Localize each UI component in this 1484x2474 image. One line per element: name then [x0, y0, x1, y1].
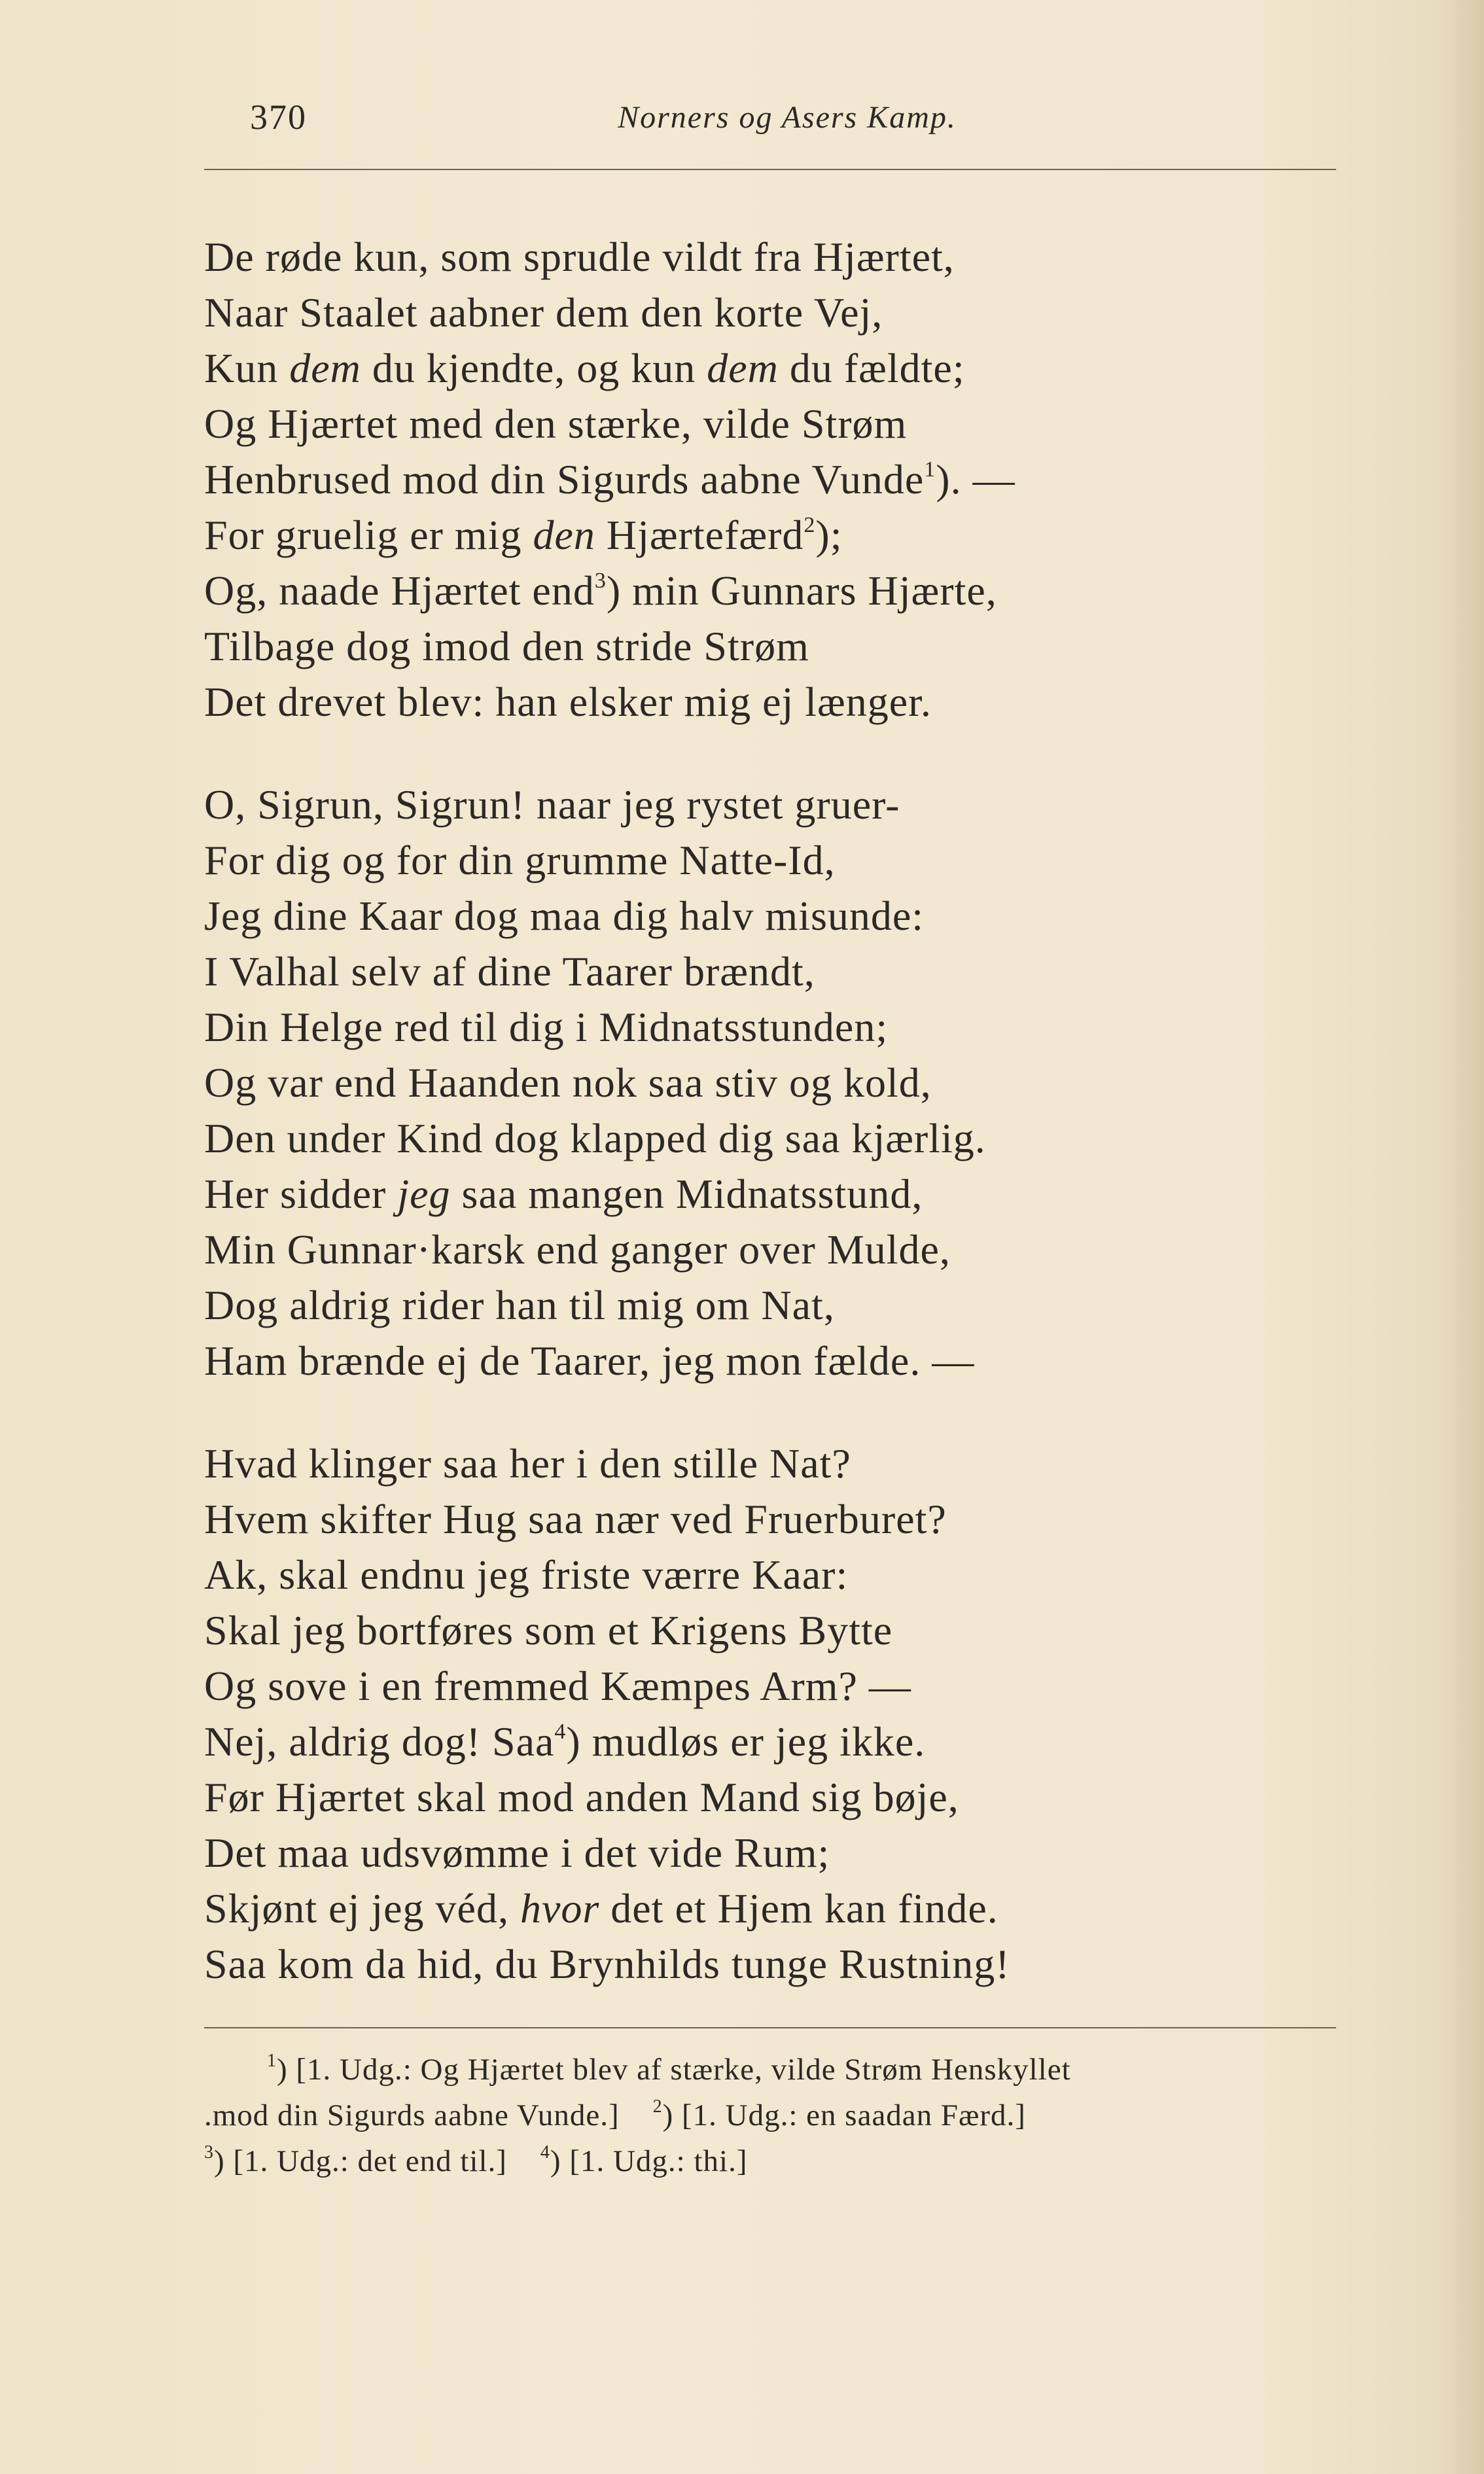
page-number: 370 [250, 97, 307, 137]
footnote-marker: 2 [804, 513, 816, 537]
running-title: Norners og Asers Kamp. [618, 100, 957, 135]
footnote-marker: 4 [554, 1720, 567, 1744]
footnote-marker: 4 [540, 2142, 550, 2163]
verse-line: Kun dem du kjendte, og kun dem du fældte; [204, 345, 965, 391]
verse-line: Din Helge red til dig i Midnatsstunden; [204, 1004, 889, 1050]
footnote-marker: 1 [267, 2051, 277, 2071]
emphasis: dem [289, 345, 361, 391]
verse-line: Jeg dine Kaar dog maa dig halv misunde: [204, 892, 925, 939]
verse-line: Saa kom da hid, du Brynhilds tunge Rustning! [204, 1941, 1010, 1987]
verse-line: Naar Staalet aabner dem den korte Vej, [204, 289, 883, 336]
page-header [204, 97, 1331, 143]
verse-line: Det drevet blev: han elsker mig ej længer. [204, 679, 932, 725]
stanza-3 [204, 1436, 1343, 1992]
verse-line: Henbrused mod din Sigurds aabne Vunde$^1$). — [204, 456, 1016, 503]
verse-line: Her sidder jeg saa mangen Midnatsstund, [204, 1171, 923, 1217]
poem-text [204, 229, 1343, 1992]
footnote-marker: 3 [594, 569, 607, 593]
verse-line: Min Gunnar·karsk end ganger over Mulde, [204, 1226, 951, 1273]
footnote-3-4: $^3$) [1. Udg.: det end til.] $^4$) [1. Udg.: thi.] [204, 2142, 748, 2178]
verse-line: Dog aldrig rider han til mig om Nat, [204, 1282, 835, 1328]
footnote-marker: 3 [204, 2142, 214, 2163]
verse-line: Og sove i en fremmed Kæmpes Arm? — [204, 1663, 911, 1709]
verse-line: Og Hjærtet med den stærke, vilde Strøm [204, 400, 908, 447]
verse-line: Skjønt ej jeg véd, hvor det et Hjem kan finde. [204, 1885, 998, 1932]
emphasis: hvor [520, 1885, 600, 1932]
verse-line: O, Sigrun, Sigrun! naar jeg rystet gruer- [204, 781, 900, 828]
verse-line: Nej, aldrig dog! Saa$^4$) mudløs er jeg ikke. [204, 1718, 926, 1765]
verse-line: Og, naade Hjærtet end$^3$) min Gunnars Hjærte, [204, 567, 997, 614]
stanza-1 [204, 229, 1343, 730]
footnote-1: $^1$) [1. Udg.: Og Hjærtet blev af stærke, vilde Strøm Henskyllet [267, 2051, 1071, 2087]
footnote-rule [204, 2027, 1336, 2028]
verse-line: Og var end Haanden nok saa stiv og kold, [204, 1059, 932, 1106]
verse-line: Hvem skifter Hug saa nær ved Fruerburet? [204, 1496, 947, 1542]
emphasis: jeg [397, 1171, 451, 1217]
footnote-1-cont: .mod din Sigurds aabne Vunde.] $^2$) [1. Udg.: en saadan Færd.] [204, 2096, 1026, 2132]
verse-line: Hvad klinger saa her i den stille Nat? [204, 1440, 851, 1487]
verse-line: Tilbage dog imod den stride Strøm [204, 623, 809, 669]
verse-line: For gruelig er mig den Hjærtefærd$^2$); [204, 512, 843, 558]
verse-line: Skal jeg bortføres som et Krigens Bytte [204, 1607, 893, 1653]
stanza-2 [204, 777, 1343, 1388]
emphasis: dem [707, 345, 779, 391]
verse-line: Ak, skal endnu jeg friste værre Kaar: [204, 1551, 849, 1598]
verse-line: Før Hjærtet skal mod anden Mand sig bøje, [204, 1774, 959, 1820]
verse-line: Den under Kind dog klapped dig saa kjærlig. [204, 1115, 986, 1161]
emphasis: den [533, 512, 595, 558]
footnotes [204, 2047, 1335, 2184]
verse-line: For dig og for din grumme Natte-Id, [204, 837, 836, 883]
verse-line: Det maa udsvømme i det vide Rum; [204, 1829, 830, 1876]
header-rule [204, 169, 1336, 170]
verse-line: I Valhal selv af dine Taarer brændt, [204, 948, 815, 995]
verse-line: De røde kun, som sprudle vildt fra Hjærtet, [204, 234, 955, 280]
footnote-marker: 2 [652, 2096, 663, 2117]
verse-line: Ham brænde ej de Taarer, jeg mon fælde. — [204, 1337, 975, 1384]
footnote-marker: 1 [924, 457, 936, 482]
